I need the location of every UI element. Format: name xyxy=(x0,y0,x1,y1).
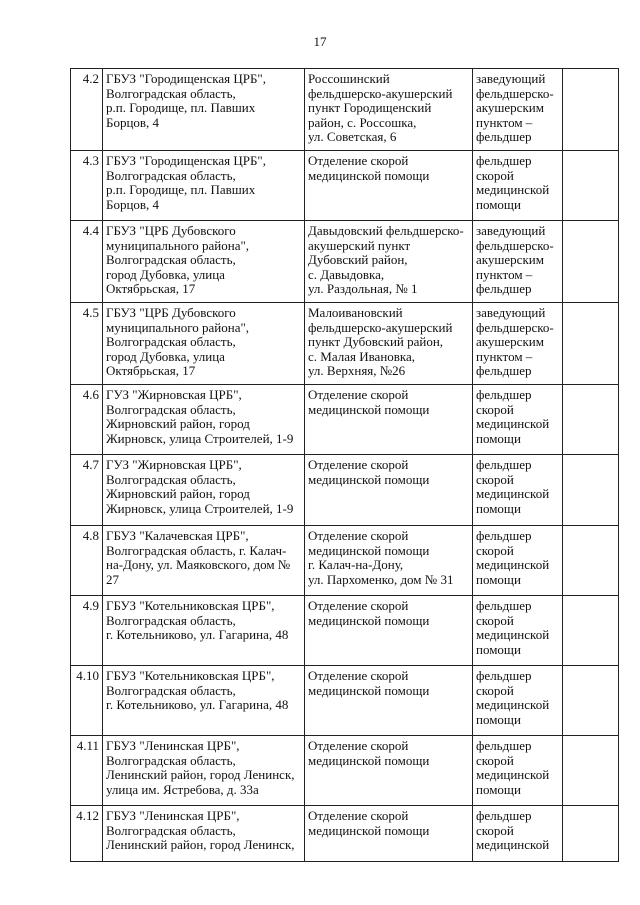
organization-cell: ГБУЗ "Городищенская ЦРБ", Волгоградская область, р.п. Городище, пл. Павших Борцов, 4 xyxy=(103,151,305,221)
document-table xyxy=(70,68,619,862)
empty-cell xyxy=(563,455,619,526)
position-cell: фельдшер скорой медицинской помощи xyxy=(473,385,563,455)
empty-cell xyxy=(563,151,619,221)
row-number: 4.9 xyxy=(71,596,103,666)
empty-cell xyxy=(563,596,619,666)
row-number: 4.5 xyxy=(71,303,103,385)
division-cell: Отделение скорой медицинской помощи xyxy=(305,806,473,862)
empty-cell xyxy=(563,221,619,303)
division-cell: Отделение скорой медицинской помощи xyxy=(305,596,473,666)
position-cell: фельдшер скорой медицинской xyxy=(473,806,563,862)
row-number: 4.10 xyxy=(71,666,103,736)
position-cell: заведующий фельдшерско- акушерским пунктом – фельдшер xyxy=(473,69,563,151)
table-row xyxy=(71,526,619,596)
table-row xyxy=(71,303,619,385)
table-row xyxy=(71,806,619,862)
table-row xyxy=(71,736,619,806)
division-cell: Давыдовский фельдшерско- акушерский пункт Дубовский район, с. Давыдовка, ул. Раздольная, № 1 xyxy=(305,221,473,303)
division-cell: Россошинский фельдшерско-акушерский пункт Городищенский район, с. Россошка, ул. Советская, 6 xyxy=(305,69,473,151)
page-number: 17 xyxy=(313,34,327,49)
empty-cell xyxy=(563,385,619,455)
position-cell: фельдшер скорой медицинской помощи xyxy=(473,526,563,596)
division-cell: Отделение скорой медицинской помощи xyxy=(305,666,473,736)
row-number: 4.3 xyxy=(71,151,103,221)
organization-cell: ГУЗ "Жирновская ЦРБ", Волгоградская область, Жирновский район, город Жирновск, улица Строителей, 1-9 xyxy=(103,385,305,455)
row-number: 4.2 xyxy=(71,69,103,151)
organization-cell: ГБУЗ "ЦРБ Дубовского муниципального района", Волгоградская область, город Дубовка, улица Октябрьская, 17 xyxy=(103,221,305,303)
organization-cell: ГБУЗ "Городищенская ЦРБ", Волгоградская область, р.п. Городище, пл. Павших Борцов, 4 xyxy=(103,69,305,151)
position-cell: фельдшер скорой медицинской помощи xyxy=(473,151,563,221)
empty-cell xyxy=(563,526,619,596)
division-cell: Отделение скорой медицинской помощи г. Калач-на-Дону, ул. Пархоменко, дом № 31 xyxy=(305,526,473,596)
row-number: 4.7 xyxy=(71,455,103,526)
table-row xyxy=(71,69,619,151)
position-cell: фельдшер скорой медицинской помощи xyxy=(473,736,563,806)
division-cell: Малоивановский фельдшерско-акушерский пункт Дубовский район, с. Малая Ивановка, ул. Верхняя, №26 xyxy=(305,303,473,385)
table-row xyxy=(71,596,619,666)
division-cell: Отделение скорой медицинской помощи xyxy=(305,736,473,806)
organization-cell: ГБУЗ "Ленинская ЦРБ", Волгоградская область, Ленинский район, город Ленинск, xyxy=(103,806,305,862)
organization-cell: ГУЗ "Жирновская ЦРБ", Волгоградская область, Жирновский район, город Жирновск, улица Строителей, 1-9 xyxy=(103,455,305,526)
table-row xyxy=(71,221,619,303)
organization-cell: ГБУЗ "Котельниковская ЦРБ", Волгоградская область, г. Котельниково, ул. Гагарина, 48 xyxy=(103,666,305,736)
table-row xyxy=(71,455,619,526)
row-number: 4.11 xyxy=(71,736,103,806)
table-row xyxy=(71,385,619,455)
row-number: 4.12 xyxy=(71,806,103,862)
row-number: 4.8 xyxy=(71,526,103,596)
table-row xyxy=(71,666,619,736)
organization-cell: ГБУЗ "ЦРБ Дубовского муниципального района", Волгоградская область, город Дубовка, улица Октябрьская, 17 xyxy=(103,303,305,385)
position-cell: заведующий фельдшерско- акушерским пунктом – фельдшер xyxy=(473,221,563,303)
position-cell: фельдшер скорой медицинской помощи xyxy=(473,666,563,736)
organization-cell: ГБУЗ "Котельниковская ЦРБ", Волгоградская область, г. Котельниково, ул. Гагарина, 48 xyxy=(103,596,305,666)
division-cell: Отделение скорой медицинской помощи xyxy=(305,151,473,221)
organization-cell: ГБУЗ "Ленинская ЦРБ", Волгоградская область, Ленинский район, город Ленинск, улица им. Ястребова, д. 33а xyxy=(103,736,305,806)
division-cell: Отделение скорой медицинской помощи xyxy=(305,385,473,455)
row-number: 4.6 xyxy=(71,385,103,455)
position-cell: фельдшер скорой медицинской помощи xyxy=(473,596,563,666)
empty-cell xyxy=(563,806,619,862)
empty-cell xyxy=(563,666,619,736)
position-cell: фельдшер скорой медицинской помощи xyxy=(473,455,563,526)
row-number: 4.4 xyxy=(71,221,103,303)
empty-cell xyxy=(563,736,619,806)
empty-cell xyxy=(563,69,619,151)
table-row xyxy=(71,151,619,221)
position-cell: заведующий фельдшерско- акушерским пунктом – фельдшер xyxy=(473,303,563,385)
organization-cell: ГБУЗ "Калачевская ЦРБ", Волгоградская область, г. Калач- на-Дону, ул. Маяковского, дом № 27 xyxy=(103,526,305,596)
empty-cell xyxy=(563,303,619,385)
division-cell: Отделение скорой медицинской помощи xyxy=(305,455,473,526)
